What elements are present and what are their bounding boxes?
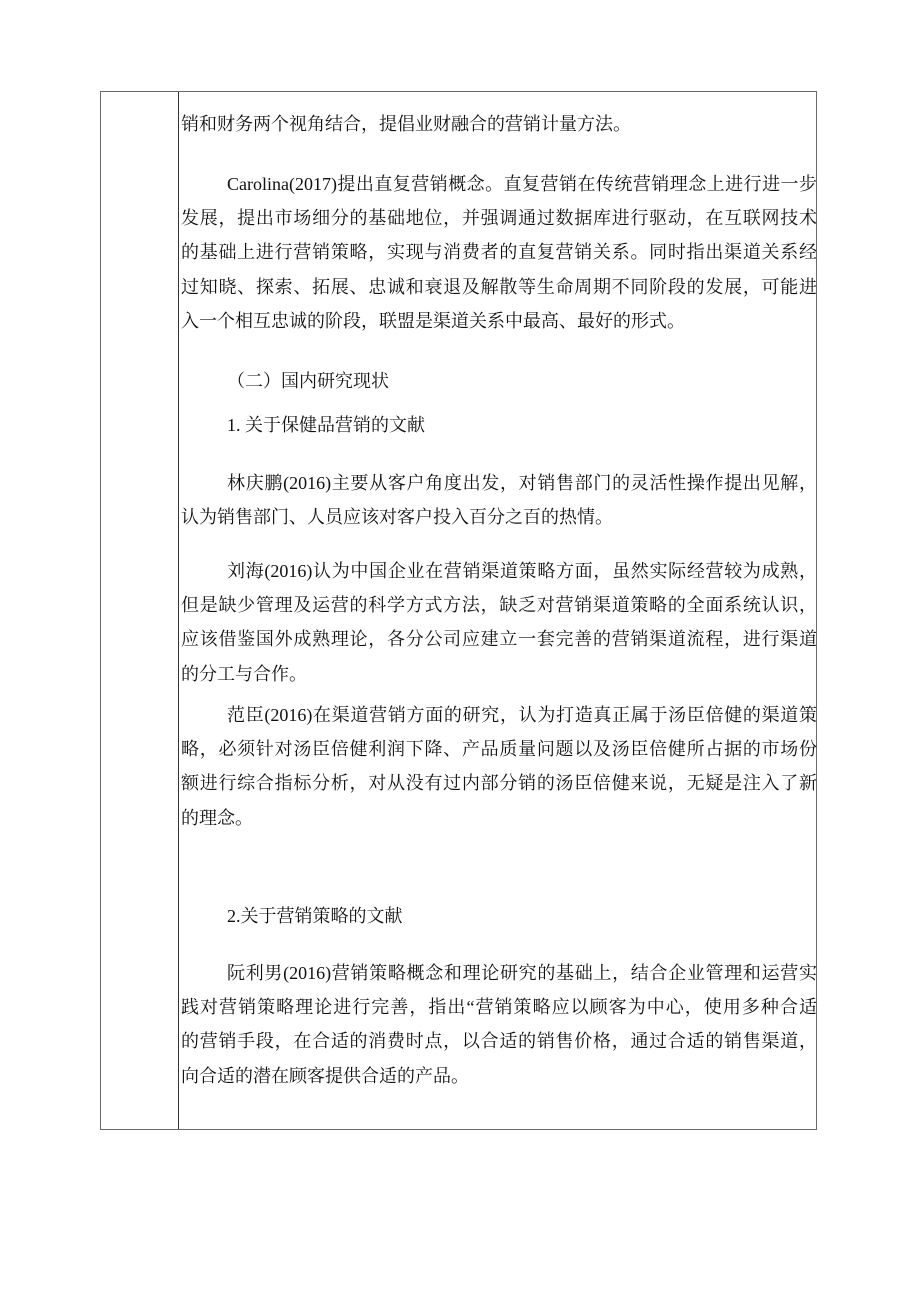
text-line: 阮利男(2016)营销策略概念和理论研究的基础上，结合企业管理和运营实 (227, 963, 817, 983)
text-line: 2.关于营销策略的文献 (227, 906, 403, 926)
document-table (100, 91, 817, 1130)
paragraph (181, 698, 817, 835)
text-line: 林庆鹏(2016)主要从客户角度出发，对销售部门的灵活性操作提出见解， (227, 473, 817, 493)
text-line: 的分工与合作。 (181, 663, 307, 684)
paragraph (181, 107, 817, 141)
text-line: 应该借鉴国外成熟理论，各分公司应建立一套完善的营销渠道流程，进行渠道 (181, 629, 817, 650)
text-line: 践对营销策略理论进行完善，指出“营销策略应以顾客为中心，使用多种合适 (181, 997, 817, 1018)
paragraph (181, 956, 817, 1093)
text-line: 但是缺少管理及运营的科学方式方法，缺乏对营销渠道策略的全面系统认识， (181, 595, 817, 616)
section-heading (181, 364, 817, 398)
text-line: 认为销售部门、人员应该对客户投入百分之百的热情。 (181, 507, 613, 528)
paragraph (181, 466, 817, 534)
text-line: 向合适的潜在顾客提供合适的产品。 (181, 1065, 469, 1086)
text-line: 入一个相互忠诚的阶段，联盟是渠道关系中最高、最好的形式。 (181, 310, 685, 331)
text-line: 额进行综合指标分析，对从没有过内部分销的汤臣倍健来说，无疑是注入了新 (181, 773, 817, 794)
text-line: 发展，提出市场细分的基础地位，并强调通过数据库进行驱动，在互联网技术 (181, 208, 817, 229)
section-heading (181, 899, 817, 933)
text-line: （二）国内研究现状 (227, 371, 389, 391)
text-line: 略，必须针对汤臣倍健利润下降、产品质量问题以及汤臣倍健所占据的市场份 (181, 739, 817, 760)
column-divider (178, 92, 179, 1129)
paragraph (181, 554, 817, 691)
text-line: 1. 关于保健品营销的文献 (227, 415, 425, 435)
text-line: 销和财务两个视角结合，提倡业财融合的营销计量方法。 (181, 114, 631, 134)
text-line: 范臣(2016)在渠道营销方面的研究，认为打造真正属于汤臣倍健的渠道策 (227, 705, 817, 725)
paragraph (181, 167, 817, 338)
section-heading (181, 408, 817, 442)
text-line: 的基础上进行营销策略，实现与消费者的直复营销关系。同时指出渠道关系经 (181, 242, 817, 263)
text-line: 刘海(2016)认为中国企业在营销渠道策略方面，虽然实际经营较为成熟， (227, 561, 817, 581)
text-line: 过知晓、探索、拓展、忠诚和衰退及解散等生命周期不同阶段的发展，可能进 (181, 276, 817, 297)
text-line: 的理念。 (181, 807, 253, 828)
text-line: 的营销手段，在合适的消费时点，以合适的销售价格，通过合适的销售渠道， (181, 1031, 817, 1052)
text-line: Carolina(2017)提出直复营销概念。直复营销在传统营销理念上进行进一步 (227, 174, 817, 194)
